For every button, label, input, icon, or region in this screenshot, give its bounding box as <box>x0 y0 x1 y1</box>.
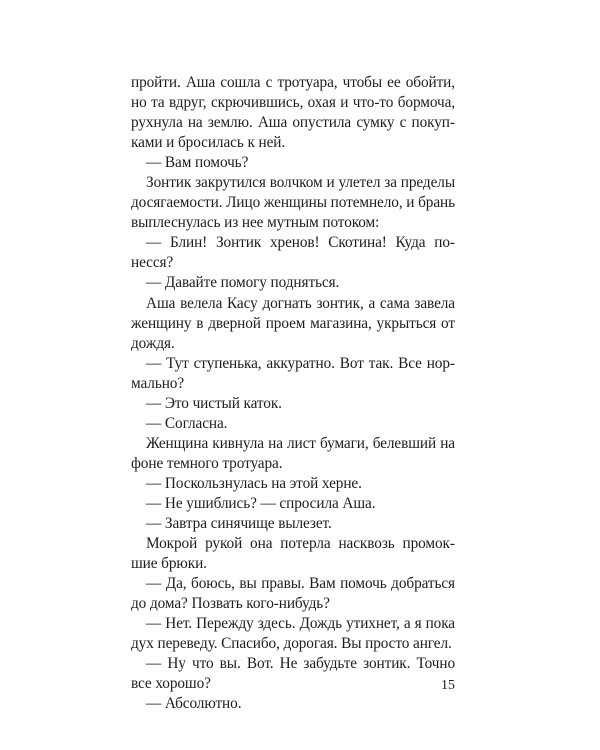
dialogue-line: — Не ушиблись? — спросила Аша. <box>146 494 376 512</box>
dialogue-line: — Согласна. <box>146 414 228 432</box>
dialogue-line: — Поскользнулась на этой херне. <box>146 474 362 492</box>
paragraph: Аша велела Касу догнать зонтик, а сама завела женщину в дверной проем магазина, укрыться от дождя. <box>131 294 455 352</box>
dialogue-line: — Вам помочь? <box>146 154 249 172</box>
paragraph: Зонтик закрутился волчком и улетел за пределы досягаемости. Лицо женщины потемнело, и брань выплеснулась из нее мутным потоком: <box>131 174 455 232</box>
dialogue-line: — Давайте помогу подняться. <box>146 274 340 292</box>
paragraph: Мокрой рукой она потерла насквозь промокшие брюки. <box>131 535 455 573</box>
dialogue-line: — Тут ступенька, аккуратно. Вот так. Все нормально? <box>131 354 455 392</box>
dialogue-line: — Да, боюсь, вы правы. Вам помочь добраться до дома? Позвать кого-нибудь? <box>131 575 455 613</box>
dialogue-line: — Ну что вы. Вот. Не забудьте зонтик. Точно все хорошо? <box>131 655 455 693</box>
page-body-text <box>131 73 455 715</box>
dialogue-line: — Нет. Пережду здесь. Дождь утихнет, а я пока дух переведу. Спасибо, дорогая. Вы просто ангел. <box>131 615 455 653</box>
dialogue-line: — Это чистый каток. <box>146 394 282 412</box>
paragraph: пройти. Аша сошла с тротуара, чтобы ее обойти, но та вдруг, скрючившись, охая и что-то бормоча, рухнула на землю. Аша опустила сумку с покупками и бросилась к ней. <box>131 74 455 152</box>
dialogue-line: — Завтра синячище вылезет. <box>146 515 332 533</box>
dialogue-line: — Блин! Зонтик хренов! Скотина! Куда понесся? <box>131 234 455 272</box>
paragraph: Женщина кивнула на лист бумаги, белевший на фоне темного тротуара. <box>131 434 455 472</box>
dialogue-line: — Абсолютно. <box>146 695 242 713</box>
page-number: 15 <box>441 678 455 693</box>
